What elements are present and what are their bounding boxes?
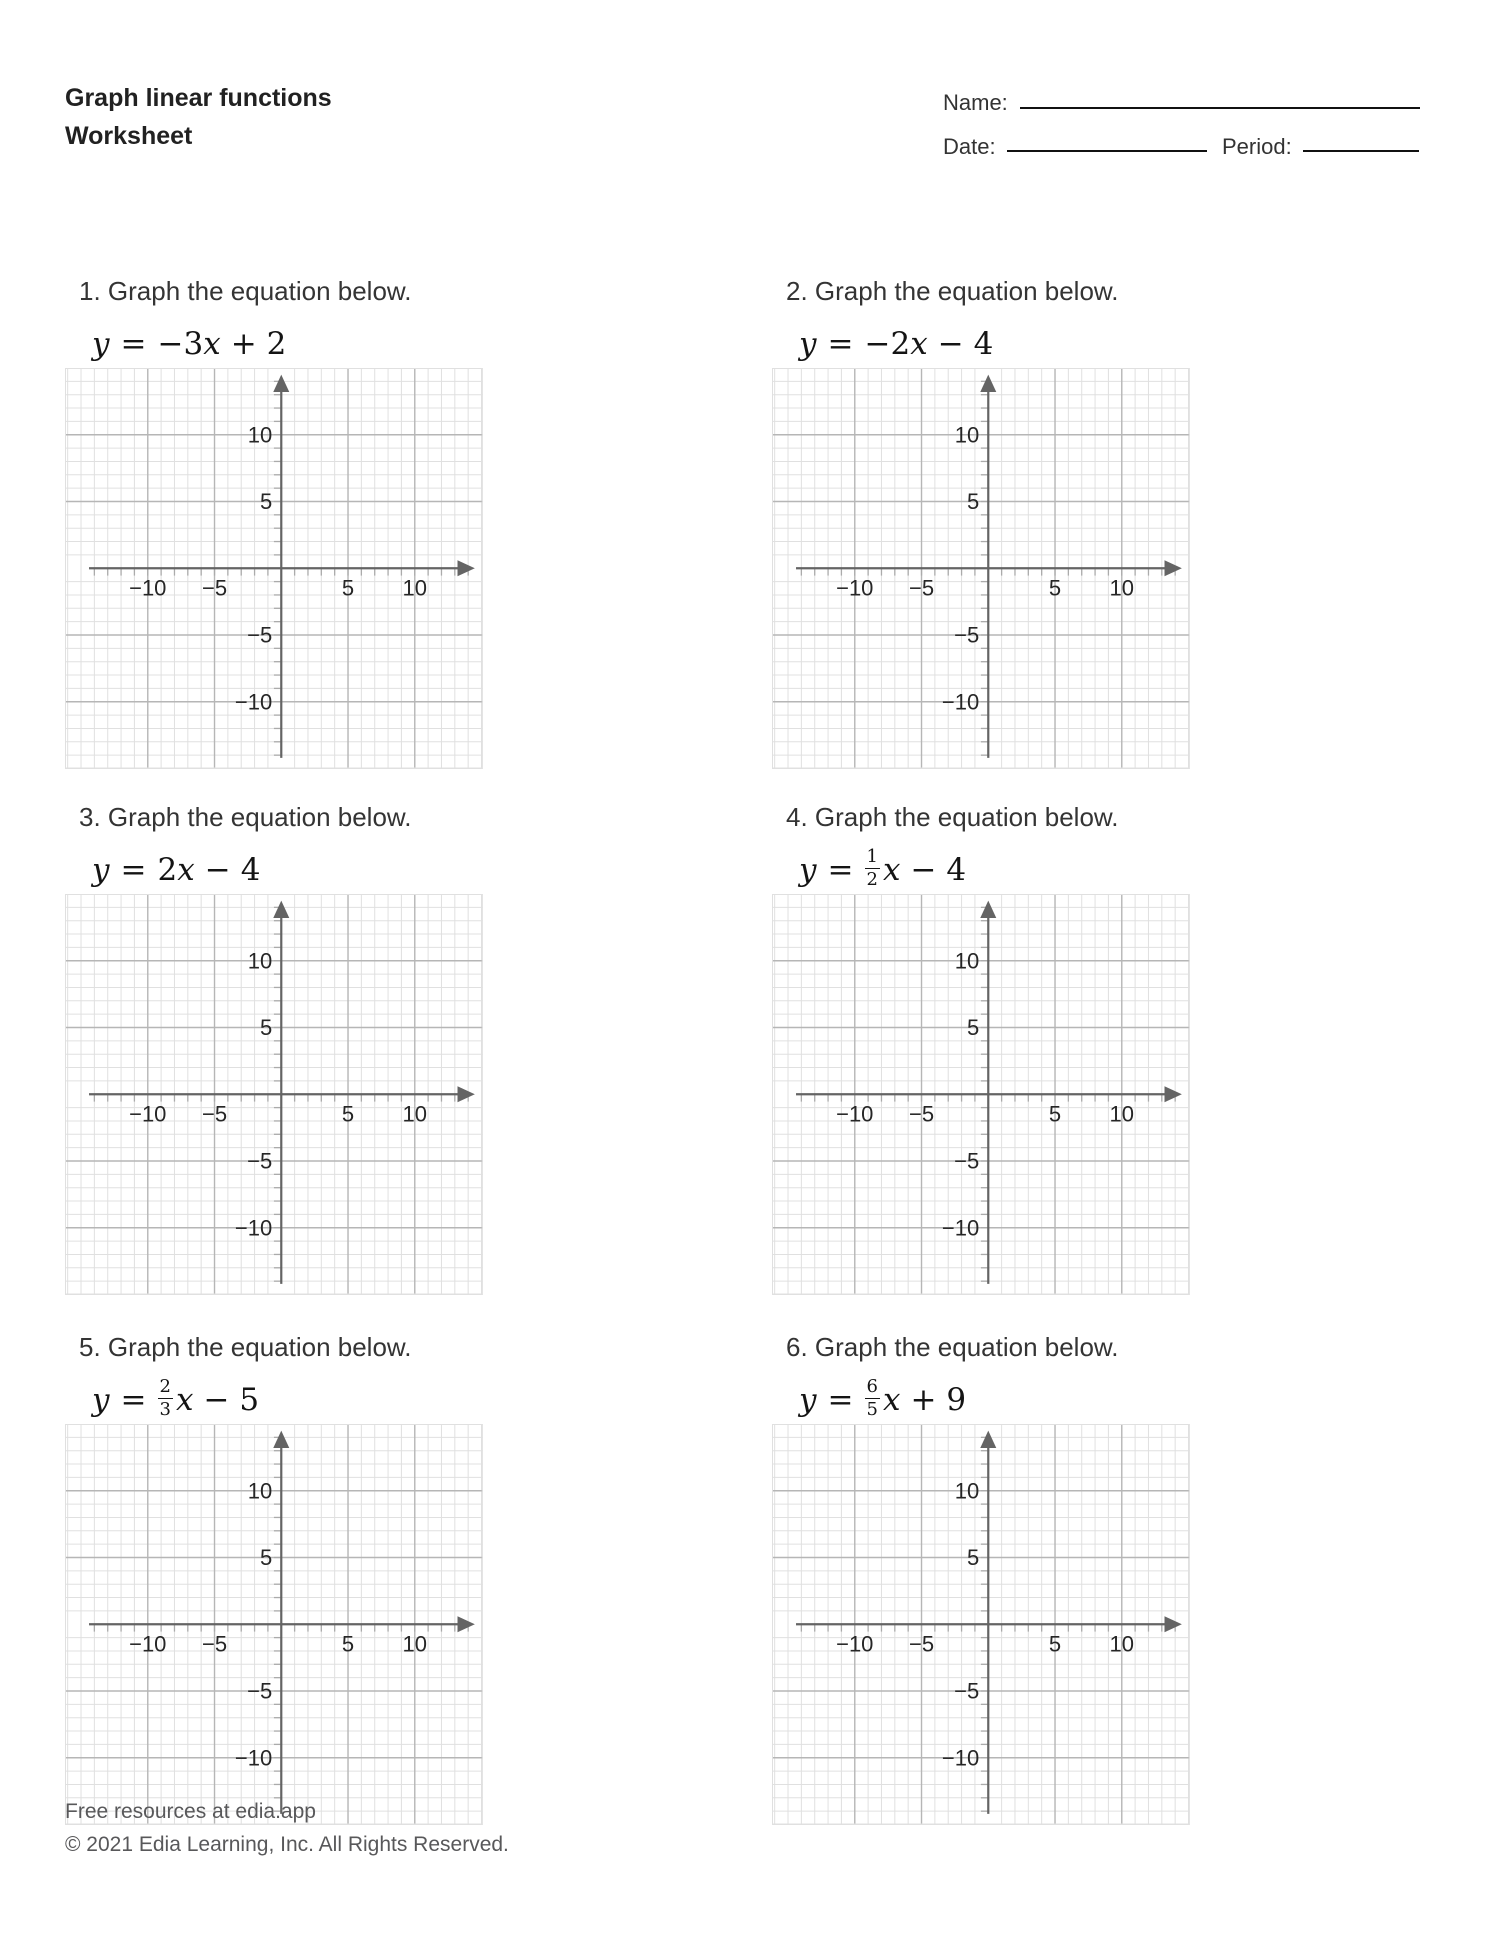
- problem-1: [65, 276, 485, 769]
- grid-wrap: [772, 1424, 1192, 1825]
- tick-label: −10: [234, 1745, 273, 1771]
- equation-coefficient-fraction: [865, 846, 880, 889]
- y-axis-arrow-icon: [273, 375, 289, 392]
- fraction-denominator: 5: [866, 1398, 878, 1420]
- heading-space: [808, 1332, 815, 1362]
- coordinate-grid-3[interactable]: [65, 894, 483, 1295]
- equation-operator: −: [937, 326, 964, 362]
- problem-6: [772, 1332, 1192, 1825]
- tick-label: 5: [966, 1545, 980, 1570]
- y-axis-arrow-icon: [980, 901, 996, 918]
- y-axis-arrow-icon: [980, 1431, 996, 1448]
- axes: [89, 1431, 475, 1814]
- tick-label: 5: [259, 1545, 273, 1570]
- equation-operator: +: [230, 326, 257, 362]
- equation-coefficient-fraction: [158, 1376, 173, 1419]
- equation-lhs: y: [799, 1382, 817, 1418]
- tick-label: 10: [954, 422, 980, 448]
- equation-constant: 4: [946, 852, 967, 888]
- tick-label: −10: [129, 1631, 167, 1657]
- tick-label: −5: [908, 1631, 935, 1657]
- fraction-denominator: 2: [866, 868, 878, 890]
- tick-label: 5: [966, 489, 980, 514]
- equation-lhs: y: [92, 1382, 110, 1418]
- problem-prompt: Graph the equation below.: [814, 1332, 1119, 1362]
- grid-wrap: [65, 894, 485, 1295]
- tick-label: 5: [341, 1101, 355, 1127]
- tick-label: 5: [341, 1631, 355, 1657]
- equation-coefficient: −2: [864, 326, 911, 362]
- coordinate-grid-2[interactable]: [772, 368, 1190, 769]
- heading-space: [808, 802, 815, 832]
- heading-space: [101, 802, 108, 832]
- x-axis-arrow-icon: [457, 560, 474, 576]
- period-field-line[interactable]: [1303, 150, 1419, 152]
- footer-resources: Free resources at edia.app: [65, 1800, 316, 1823]
- heading-space: [808, 276, 815, 306]
- tick-label: −10: [836, 1101, 874, 1127]
- problem-prompt: Graph the equation below.: [814, 276, 1119, 306]
- problem-number: 2.: [786, 276, 808, 306]
- equation-equals: =: [827, 1382, 854, 1418]
- problem-prompt: Graph the equation below.: [107, 802, 412, 832]
- fraction-numerator: 2: [159, 1376, 171, 1398]
- problem-prompt: Graph the equation below.: [107, 276, 412, 306]
- problem-heading: [79, 276, 485, 306]
- tick-label: −5: [908, 1101, 935, 1127]
- x-axis-arrow-icon: [1164, 560, 1181, 576]
- equation-equals: =: [120, 852, 147, 888]
- name-label: Name:: [943, 90, 1008, 115]
- equation-variable: x: [910, 326, 928, 362]
- tick-label: 5: [259, 489, 273, 514]
- tick-label: 5: [1048, 1631, 1062, 1657]
- equation-constant: 2: [266, 326, 287, 362]
- coordinate-grid-5[interactable]: [65, 1424, 483, 1825]
- problem-equation: [799, 846, 1192, 894]
- equation-equals: =: [827, 326, 854, 362]
- equation-variable: x: [175, 1382, 194, 1418]
- axes: [796, 375, 1182, 758]
- tick-label: 10: [247, 1478, 273, 1504]
- equation-constant: 9: [946, 1382, 967, 1418]
- axes: [796, 901, 1182, 1284]
- fraction-numerator: 1: [866, 846, 878, 868]
- tick-label: −10: [129, 1101, 167, 1127]
- tick-label: 10: [402, 575, 428, 601]
- problem-equation: [92, 320, 485, 368]
- axes: [89, 901, 475, 1284]
- tick-label: −5: [908, 575, 935, 601]
- tick-label: 10: [247, 422, 273, 448]
- date-field-line[interactable]: [1007, 150, 1207, 152]
- equation-equals: =: [827, 852, 854, 888]
- x-axis-arrow-icon: [457, 1086, 474, 1102]
- tick-label: 10: [1109, 1631, 1135, 1657]
- worksheet-title: [65, 79, 332, 155]
- tick-label: −10: [941, 689, 980, 715]
- y-axis-arrow-icon: [273, 901, 289, 918]
- tick-label: −5: [247, 1148, 273, 1174]
- coordinate-grid-4[interactable]: [772, 894, 1190, 1295]
- x-axis-arrow-icon: [1164, 1616, 1181, 1632]
- tick-label: −10: [234, 1215, 273, 1241]
- problem-number: 3.: [79, 802, 101, 832]
- equation-lhs: y: [92, 326, 110, 362]
- problem-heading: [786, 802, 1192, 832]
- worksheet-title-line1: Graph linear functions: [65, 84, 332, 112]
- worksheet-title-line2: Worksheet: [65, 122, 193, 150]
- equation-constant: 5: [239, 1382, 260, 1418]
- tick-label: −10: [234, 689, 273, 715]
- equation-lhs: y: [799, 852, 817, 888]
- date-label: Date:: [943, 134, 996, 159]
- equation-constant: 4: [240, 852, 261, 888]
- coordinate-grid-1[interactable]: [65, 368, 483, 769]
- equation-equals: =: [120, 1382, 147, 1418]
- equation-variable: x: [882, 852, 901, 888]
- tick-label: −5: [201, 1631, 228, 1657]
- problem-equation: [92, 1376, 485, 1424]
- axes: [89, 375, 475, 758]
- footer-copyright: © 2021 Edia Learning, Inc. All Rights Reserved.: [65, 1833, 509, 1856]
- heading-space: [101, 276, 108, 306]
- problem-3: [65, 802, 485, 1295]
- period-label: Period:: [1222, 134, 1292, 159]
- equation-coefficient: 2: [157, 852, 178, 888]
- problem-heading: [79, 1332, 485, 1362]
- problem-4: [772, 802, 1192, 1295]
- problem-5: [65, 1332, 485, 1825]
- problem-prompt: Graph the equation below.: [814, 802, 1119, 832]
- coordinate-grid-6[interactable]: [772, 1424, 1190, 1825]
- tick-label: −10: [836, 1631, 874, 1657]
- equation-operator: −: [204, 852, 231, 888]
- equation-operator: −: [910, 852, 937, 888]
- fraction-denominator: 3: [159, 1398, 171, 1420]
- equation-coefficient-fraction: [865, 1376, 880, 1419]
- tick-label: −10: [941, 1745, 980, 1771]
- equation-variable: x: [882, 1382, 901, 1418]
- axes: [796, 1431, 1182, 1814]
- tick-label: −5: [201, 575, 228, 601]
- tick-label: 10: [954, 948, 980, 974]
- tick-label: −5: [954, 1148, 980, 1174]
- fraction-numerator: 6: [866, 1376, 878, 1398]
- grid-wrap: [772, 368, 1192, 769]
- tick-label: −5: [201, 1101, 228, 1127]
- grid-wrap: [772, 894, 1192, 1295]
- tick-label: −5: [247, 622, 273, 648]
- y-axis-arrow-icon: [273, 1431, 289, 1448]
- equation-variable: x: [177, 852, 195, 888]
- tick-label: 5: [1048, 575, 1062, 601]
- problem-equation: [92, 846, 485, 894]
- tick-label: 10: [402, 1101, 428, 1127]
- equation-coefficient: −3: [157, 326, 204, 362]
- problem-equation: [799, 320, 1192, 368]
- problem-prompt: Graph the equation below.: [107, 1332, 412, 1362]
- grid-wrap: [65, 1424, 485, 1825]
- equation-operator: +: [910, 1382, 937, 1418]
- problem-number: 1.: [79, 276, 101, 306]
- tick-label: 10: [247, 948, 273, 974]
- tick-label: −5: [954, 1678, 980, 1704]
- x-axis-arrow-icon: [457, 1616, 474, 1632]
- x-axis-arrow-icon: [1164, 1086, 1181, 1102]
- tick-label: 10: [954, 1478, 980, 1504]
- problem-number: 6.: [786, 1332, 808, 1362]
- tick-label: 5: [259, 1015, 273, 1040]
- tick-label: 10: [402, 1631, 428, 1657]
- problem-heading: [79, 802, 485, 832]
- problem-heading: [786, 276, 1192, 306]
- heading-space: [101, 1332, 108, 1362]
- name-field-line[interactable]: [1020, 107, 1420, 109]
- problem-equation: [799, 1376, 1192, 1424]
- tick-label: 5: [1048, 1101, 1062, 1127]
- problem-2: [772, 276, 1192, 769]
- tick-label: 5: [966, 1015, 980, 1040]
- equation-equals: =: [120, 326, 147, 362]
- equation-variable: x: [203, 326, 221, 362]
- tick-label: 5: [341, 575, 355, 601]
- y-axis-arrow-icon: [980, 375, 996, 392]
- equation-operator: −: [203, 1382, 230, 1418]
- tick-label: −10: [836, 575, 874, 601]
- equation-lhs: y: [799, 326, 817, 362]
- problem-number: 4.: [786, 802, 808, 832]
- tick-label: 10: [1109, 575, 1135, 601]
- grid-wrap: [65, 368, 485, 769]
- tick-label: −10: [129, 575, 167, 601]
- equation-constant: 4: [973, 326, 994, 362]
- tick-label: −5: [954, 622, 980, 648]
- problem-number: 5.: [79, 1332, 101, 1362]
- equation-lhs: y: [92, 852, 110, 888]
- tick-label: −10: [941, 1215, 980, 1241]
- tick-label: 10: [1109, 1101, 1135, 1127]
- problem-heading: [786, 1332, 1192, 1362]
- tick-label: −5: [247, 1678, 273, 1704]
